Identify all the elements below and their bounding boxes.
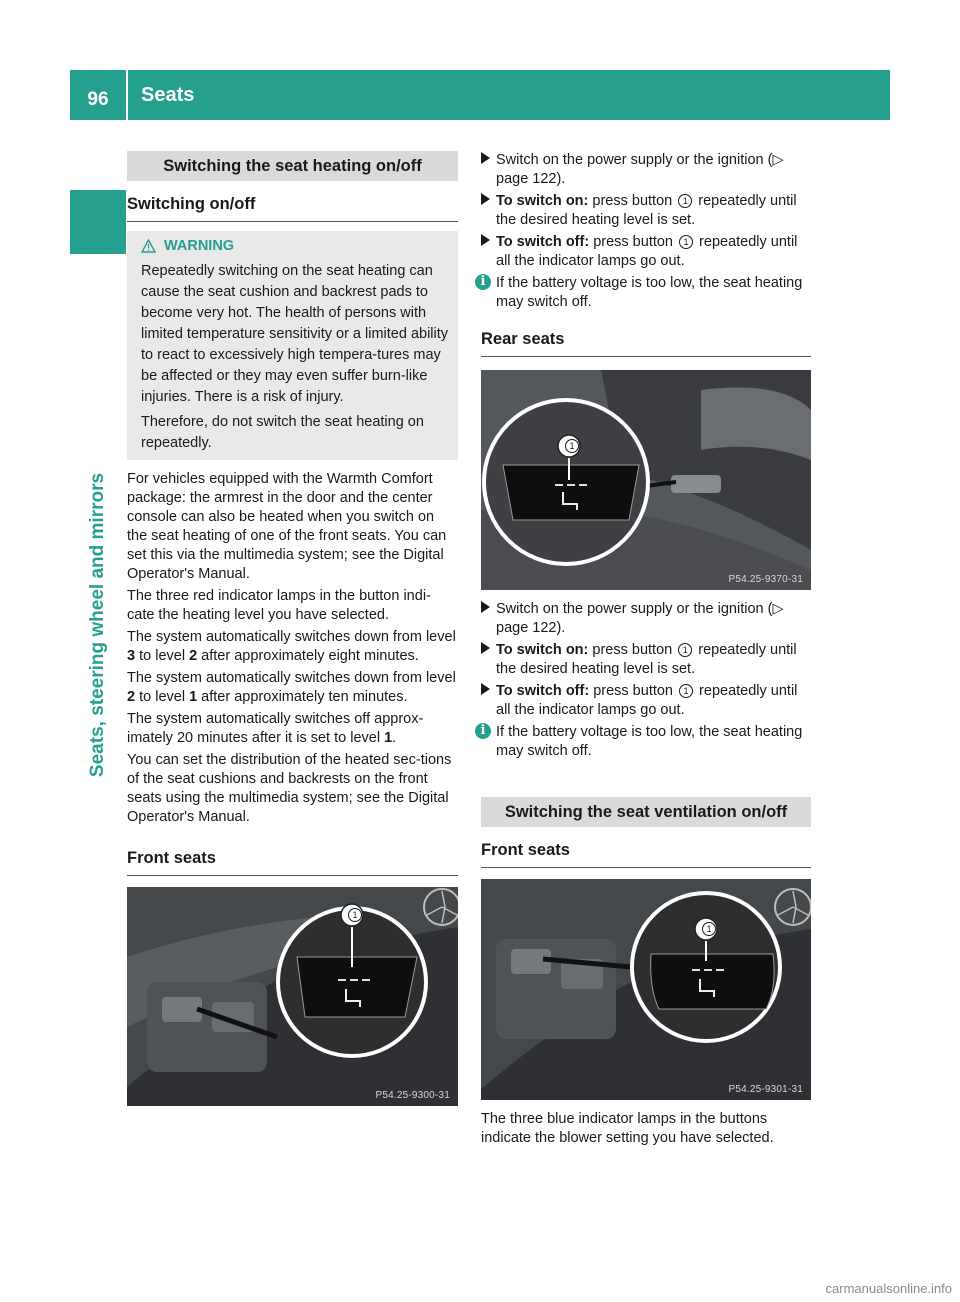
callout-1-icon: 1 <box>678 643 692 657</box>
callout-1: 1 <box>348 908 362 922</box>
callout-1-icon: 1 <box>679 235 693 249</box>
chapter-side-label: Seats, steering wheel and mirrors <box>87 472 108 778</box>
callout-1: 1 <box>702 922 716 936</box>
ventilation-door-panel-illustration <box>481 879 811 1100</box>
callout-1-icon: 1 <box>679 684 693 698</box>
step-arrow-icon <box>481 683 490 695</box>
blue-lamps-paragraph: The three blue indicator lamps in the buttons indicate the blower setting you have selected. <box>481 1111 774 1146</box>
auto-off-paragraph: The system automatically switches off approx-imately 20 minutes after it is set to level 1. <box>127 711 424 746</box>
callout-1: 1 <box>565 439 579 453</box>
step-power-supply: Switch on the power supply or the ignition (▷ page 122). <box>481 151 811 189</box>
page-number: 96 <box>87 89 109 110</box>
front-seat-ventilation-button-photo <box>481 879 811 1100</box>
photo-id-label: P54.25-9370-31 <box>728 574 803 585</box>
right-column <box>481 151 811 1151</box>
section-title-seat-ventilation: Switching the seat ventilation on/off <box>481 797 811 827</box>
info-icon: i <box>475 274 491 290</box>
header-divider <box>126 70 128 120</box>
callout-1-icon: 1 <box>678 194 692 208</box>
front-seat-heating-button-photo <box>127 887 458 1106</box>
step-switch-off: To switch off: press button 1 repeatedly until all the indicator lamps go out. <box>481 233 811 271</box>
photo-id-label: P54.25-9301-31 <box>728 1084 803 1095</box>
rear-battery-note: i If the battery voltage is too low, the seat heating may switch off. <box>481 723 811 761</box>
subtitle-rear-seats: Rear seats <box>481 330 811 357</box>
footer-watermark[interactable]: carmanualsonline.info <box>825 1281 952 1296</box>
auto-switch-paragraph-2: The system automatically switches down from level 2 to level 1 after approximately ten minutes. <box>127 670 456 705</box>
subtitle-front-seats: Front seats <box>127 849 458 876</box>
rear-seat-door-panel-illustration <box>481 370 811 590</box>
warning-text: Repeatedly switching on the seat heating can cause the seat cushion and backrest pads to become very hot. The health of persons with limited temperature sensitivity or a limited ability to react to excessively high tempera-tures may be affected or they may even suffer burn-like injuries. There is a risk of injury. <box>141 263 449 405</box>
front-seat-door-panel-illustration <box>127 887 458 1106</box>
step-arrow-icon <box>481 234 490 246</box>
info-icon: i <box>475 723 491 739</box>
chapter-tab-marker <box>70 190 126 254</box>
auto-switch-paragraph-1: The system automatically switches down from level 3 to level 2 after approximately eight minutes. <box>127 629 456 664</box>
step-arrow-icon <box>481 601 490 613</box>
left-column <box>127 151 458 1106</box>
battery-note: i If the battery voltage is too low, the seat heating may switch off. <box>481 274 811 312</box>
section-title-seat-heating: Switching the seat heating on/off <box>127 151 458 181</box>
warning-heading <box>141 235 451 257</box>
rear-step-switch-off: To switch off: press button 1 repeatedly until all the indicator lamps go out. <box>481 682 811 720</box>
indicator-lamps-paragraph: The three red indicator lamps in the button indi-cate the heating level you have selected. <box>127 588 431 623</box>
warning-triangle-icon <box>141 239 156 253</box>
rear-step-power-supply: Switch on the power supply or the ignition (▷ page 122). <box>481 600 811 638</box>
rear-step-switch-on: To switch on: press button 1 repeatedly until the desired heating level is set. <box>481 641 811 679</box>
warning-advice: Therefore, do not switch the seat heating on repeatedly. <box>141 414 424 451</box>
subtitle-vent-front-seats: Front seats <box>481 841 811 868</box>
distribution-paragraph: You can set the distribution of the heated sec-tions of the seat cushions and backrests on the front seats using the multimedia system; see the Digital Operator's Manual. <box>127 752 452 825</box>
step-arrow-icon <box>481 152 490 164</box>
step-arrow-icon <box>481 193 490 205</box>
warning-label: WARNING <box>164 238 235 254</box>
page-title: Seats <box>141 84 195 106</box>
photo-id-label: P54.25-9300-31 <box>375 1090 450 1101</box>
rear-seat-heating-button-photo <box>481 370 811 590</box>
warning-box <box>127 231 458 460</box>
step-switch-on: To switch on: press button 1 repeatedly until the desired heating level is set. <box>481 192 811 230</box>
warmth-comfort-paragraph: For vehicles equipped with the Warmth Comfort package: the armrest in the door and the center console can also be heated when you switch on the seat heating of one of the front seats. You can set this via the multimedia system; see the Digital Operator's Manual. <box>127 471 447 582</box>
step-arrow-icon <box>481 642 490 654</box>
subtitle-switching: Switching on/off <box>127 195 458 222</box>
